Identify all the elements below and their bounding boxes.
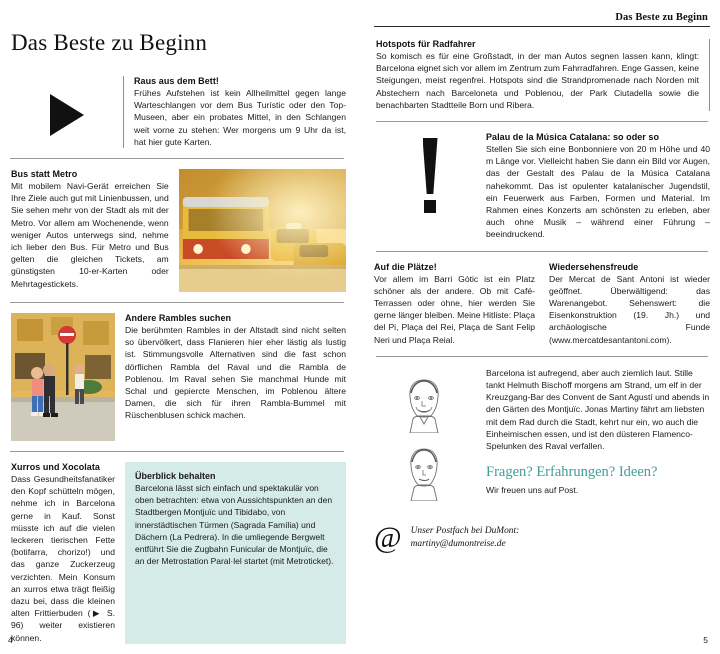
section-body: Dass Gesundheitsfanatiker den Kopf schütteln mögen, nehme ich in Barcelona gerne in Kauf. Sonst müsste ich auf die vielen leckeren tierischen Fette (botifarra, chorizo!) und das ganze Zuckerzeug verzichten. Mein Konsum an xurros etwa trägt fleißig dazu bei, dass die kleinen alten Frittierbuden (▶ S. 96) weiter existieren können. (11, 474, 115, 643)
section-wiedersehensfreude (549, 262, 710, 346)
overview-callout-box (125, 462, 346, 644)
section-divider (10, 451, 344, 452)
page-title: Das Beste zu Beginn (11, 30, 208, 55)
barcelona-bus-and-taxis-photo (179, 169, 346, 292)
section-heading: Andere Rambles suchen (125, 313, 232, 324)
section-heading: Hotspots für Radfahrer (376, 39, 476, 49)
section-body: So komisch es für eine Großstadt, in der man Autos segnen lassen kann, klingt: Barcelona eignet sich vor allem im Zentrum zum Fahrradfahren. Enge Gassen, keine Steigungen, meist regenfrei. Hotspots sind die Strandpromenade nach Norden mit Abstechern nach Barceloneta und Poblenou, der Park Ciutadella sowie die benachbarten Stadtteile Born und Ribera. (376, 51, 699, 110)
section-authors (374, 367, 710, 507)
section-heading: Bus statt Metro (11, 169, 78, 180)
section-body: Die berühmten Rambles in der Altstadt sind nicht selten so übervölkert, dass Flanieren hier eher lästig als lustig ist. Stimmungsvolle Alternativen sind die fast schon dörflichen Rambla del Raval und die Rambla de Poblenou. Im Raval sehen Sie manchmal Hunde mit Schal und gepiercte Menschen, im Poblenou ältere Damen, die sich für ihren Rambla-Bummel mit Rüschenblusen schick machen. (125, 325, 346, 421)
postbox-line-1: Unser Postfach bei DuMont: (410, 526, 520, 537)
section-heading: Palau de la Música Catalana: so oder so (486, 132, 660, 143)
vertical-divider (709, 39, 710, 111)
author-portrait-helmuth-bischoff (393, 371, 455, 433)
section-palau-de-la-musica (374, 132, 710, 241)
section-body: Mit mobilem Navi-Gerät erreichen Sie Ihre Ziele auch gut mit Linienbussen, und Sie sehen mehr von der Stadt als mit der Metro. Vor allem am Wochenende, wenn weniger Autos unterwegs sind, nehme ich lieber den Bus. Für Metro und Bus gelten die gleichen Tickets, am günstigsten 10-er-Karten oder Mehrtagestickets. (11, 181, 169, 289)
play-triangle-icon (11, 76, 123, 136)
authors-bio-text: Barcelona ist aufregend, aber auch ziemlich laut. Stille tankt Helmuth Bischoff morgens am Strand, um elf in der Kreuzgang-Bar des Convent de Sant Agustí und abends in den Gärten des Montjuïc. Jonas Martiny fährt am liebsten mit dem Rad durch die Stadt, kehrt nur ein, wo auch die Einheimischen essen, und ist den düsteren Flamenco-Spelunken des Raval verfallen. (486, 367, 710, 452)
section-heading: Xurros und Xocolata (11, 462, 100, 473)
section-xurros-und-overview (11, 462, 346, 644)
right-page (360, 0, 720, 654)
section-body: Stellen Sie sich eine Bonbonniere von 20 m Höhe und 40 m Länge vor. Vielleicht haben Sie dann ein Bild vor Augen, das der Gestalt des Palau de la Música Catalana nahekommt. Das ist opulenter katalanischer Jugendstil, ein Feuerwerk aus Farben, Formen und Material. Im Rahmen eines Konzerts am schönsten zu erleben, aber auch ohne Musik – während einer Führung – beeindruckend. (486, 144, 710, 240)
section-bus-statt-metro (11, 169, 346, 292)
exclamation-mark-icon (374, 132, 486, 213)
section-divider (376, 251, 708, 252)
section-divider (376, 356, 708, 357)
running-head-rule (374, 26, 710, 27)
running-head: Das Beste zu Beginn (615, 12, 708, 23)
vertical-divider (123, 76, 124, 148)
section-body: Frühes Aufstehen ist kein Allheilmittel gegen lange Warteschlangen vor dem Bus Turístic oder den Top-Museen, aber ein probates Mittel, in den Schlangen weit vorne zu stehen: Wer morgens um 9 Uhr da ist, hat hier gute Karten. (134, 88, 346, 147)
cta-headline: Fragen? Erfahrungen? Ideen? (486, 464, 658, 481)
barcelona-street-pedestrians-photo (11, 313, 115, 441)
section-body: Der Mercat de Sant Antoni ist wieder geöffnet. Überwältigend: das Warenangebot. Sehenswert: die Eisenkonstruktion (19. Jh.) und archäologische Funde (www.mercatdesantantoni.com). (549, 273, 710, 345)
author-portrait-jonas-martiny (393, 439, 455, 501)
section-heading: Raus aus dem Bett! (134, 76, 219, 86)
callout-heading: Überblick behalten (134, 471, 216, 482)
callout-body: Barcelona lässt sich einfach und spektakulär von oben betrachten: etwa von Aussichtspunkten an den Stadtbergen Montjuïc und Tibidabo, von innerstädtischen Türmen (Sagrada Família) und Dächern (La Pedrera). In die umliegende Bergwelt entführt Sie die Zugbahn Funicular de Montjuïc, die an der Metrostation Paral·lel startet (mit Metroticket). (134, 483, 334, 567)
cta-subline: Wir freuen uns auf Post. (486, 485, 579, 496)
postbox-email[interactable]: martiny@dumontreise.de (410, 538, 506, 549)
section-body: Vor allem im Barri Gòtic ist ein Platz schöner als der andere. Ob mit Café-Terrassen oder ohne, hier werden Sie gerne länger bleiben. Meine Hitliste: Plaça del Pi, Plaça del Rei, Plaça de Sant Felip Neri und Plaça Reial. (374, 273, 535, 345)
section-two-column-group (374, 262, 710, 346)
section-raus-aus-dem-bett (11, 76, 346, 148)
section-heading: Auf die Plätze! (374, 261, 437, 272)
page-number-right: 5 (703, 635, 708, 645)
section-heading: Wiedersehensfreude (549, 261, 639, 272)
section-andere-rambles-suchen (11, 313, 346, 441)
section-hotspots-fuer-radfahrer (376, 39, 710, 111)
author-portraits (374, 367, 474, 507)
section-divider (376, 121, 708, 122)
postbox-contact (374, 520, 710, 554)
section-divider (10, 302, 344, 303)
page-number-left: 4 (8, 635, 13, 645)
at-sign-icon: @ (374, 520, 402, 554)
section-divider (10, 158, 344, 159)
section-auf-die-plaetze (374, 262, 535, 346)
